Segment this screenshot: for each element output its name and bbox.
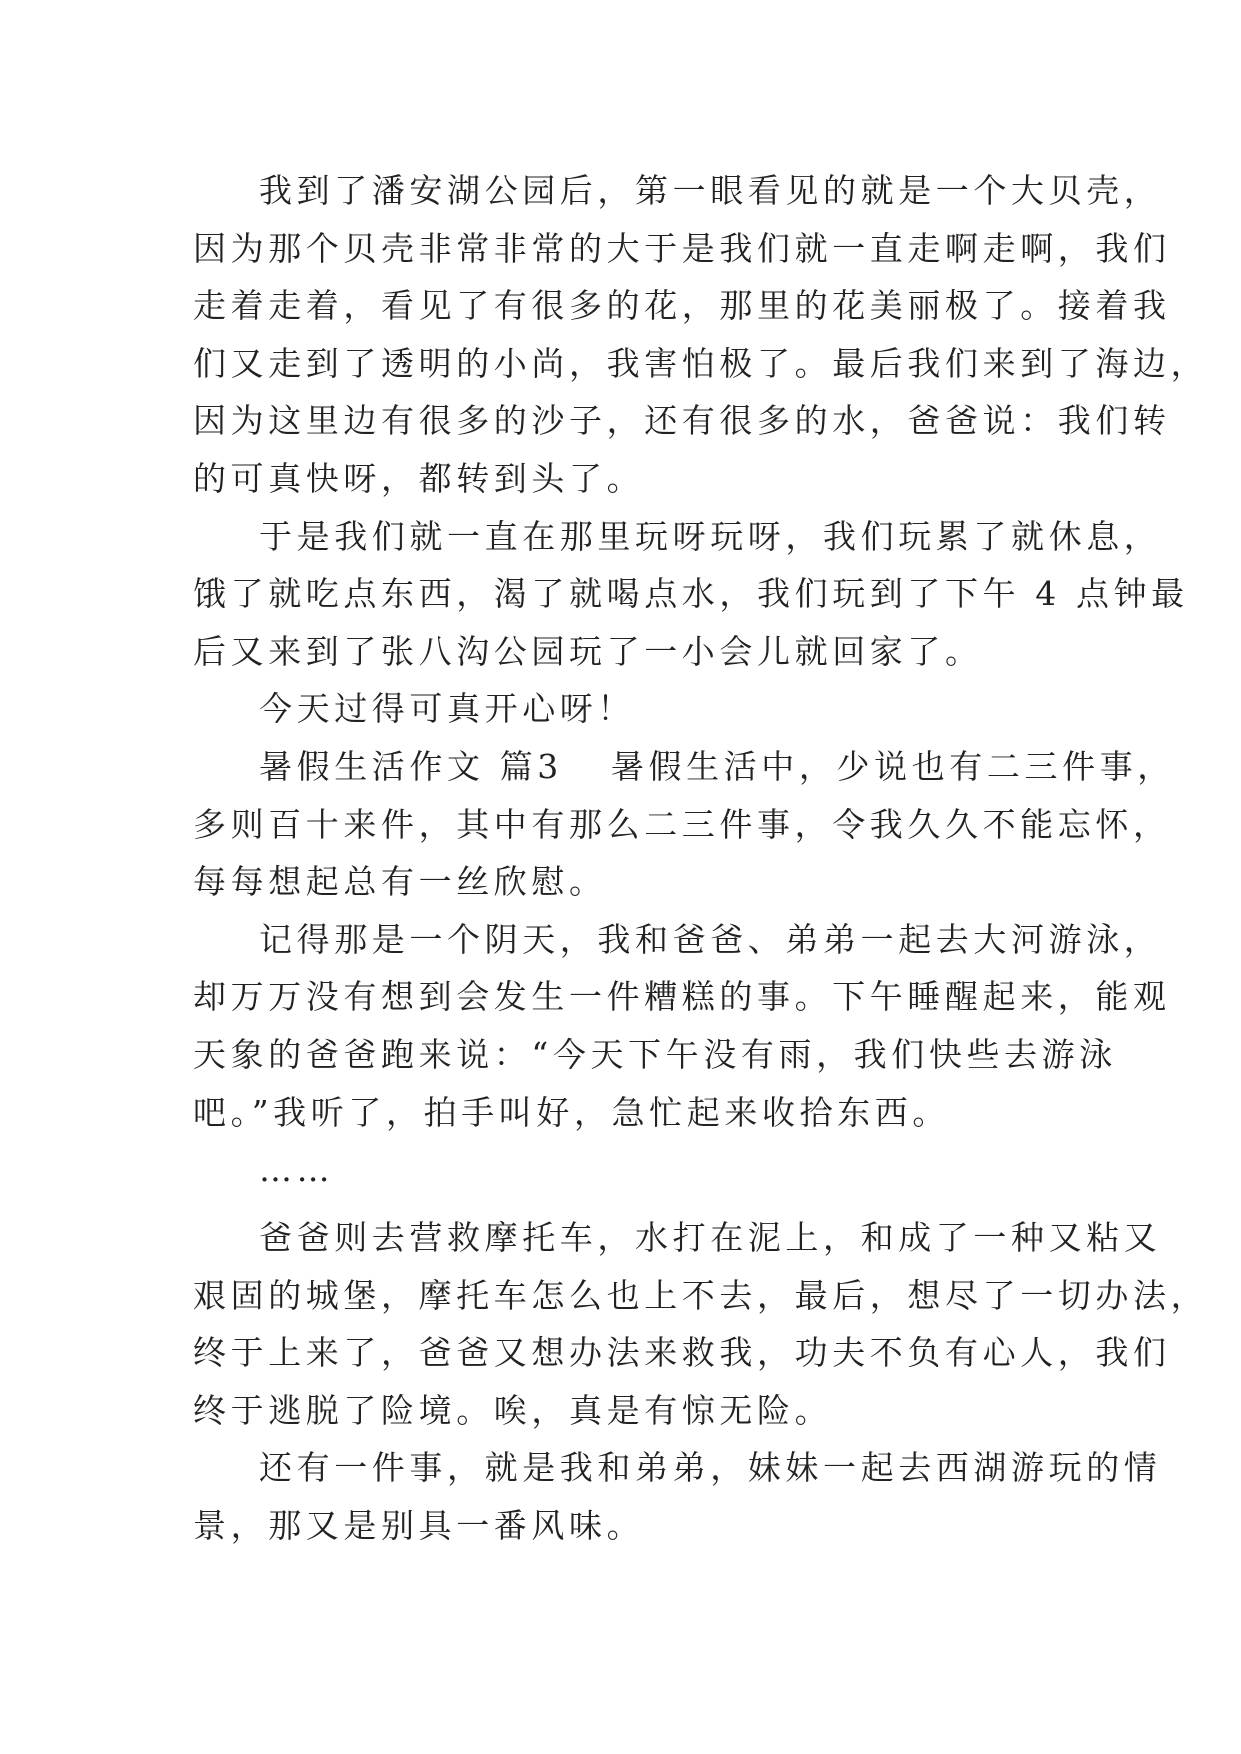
paragraph-line: 走着走着，看见了有很多的花，那里的花美丽极了。接着我 [193, 286, 1171, 326]
paragraph-line: 还有一件事，就是我和弟弟，妹妹一起去西湖游玩的情 [259, 1448, 1162, 1488]
paragraph-line: 们又走到了透明的小尚，我害怕极了。最后我们来到了海边， [193, 343, 1209, 383]
paragraph-line: 于是我们就一直在那里玩呀玩呀，我们玩累了就休息， [259, 516, 1162, 556]
paragraph-line: 却万万没有想到会发生一件糟糕的事。下午睡醒起来，能观 [193, 977, 1171, 1017]
paragraph-line: 饿了就吃点东西，渴了就喝点水，我们玩到了下午 4 点钟最 [193, 574, 1189, 614]
paragraph-line: 吧。”我听了，拍手叫好，急忙起来收拾东西。 [193, 1092, 950, 1132]
paragraph-line: 今天过得可真开心呀！ [259, 689, 635, 729]
paragraph-line: 终于逃脱了险境。唉，真是有惊无险。 [193, 1390, 833, 1430]
paragraph-line: 景，那又是别具一番风味。 [193, 1506, 645, 1546]
paragraph-line: 记得那是一个阴天，我和爸爸、弟弟一起去大河游泳， [259, 919, 1162, 959]
ellipsis-line: …… [259, 1150, 335, 1190]
section-heading: 暑假生活作文 篇3 [259, 746, 563, 786]
paragraph-line: 终于上来了，爸爸又想办法来救我，功夫不负有心人，我们 [193, 1333, 1171, 1373]
paragraph-line: 后又来到了张八沟公园玩了一小会儿就回家了。 [193, 631, 983, 671]
paragraph-line: 因为这里边有很多的沙子，还有很多的水，爸爸说：我们转 [193, 401, 1171, 441]
paragraph-line: 因为那个贝壳非常非常的大于是我们就一直走啊走啊，我们 [193, 228, 1171, 268]
paragraph-line: 多则百十来件，其中有那么二三件事，令我久久不能忘怀， [193, 804, 1171, 844]
paragraph-line: 每每想起总有一丝欣慰。 [193, 862, 607, 902]
paragraph-line: 暑假生活中，少说也有二三件事， [610, 746, 1175, 786]
paragraph-line: 艰固的城堡，摩托车怎么也上不去，最后，想尽了一切办法， [193, 1275, 1209, 1315]
paragraph-line: 爸爸则去营救摩托车，水打在泥上，和成了一种又粘又 [259, 1218, 1162, 1258]
section-heading-line [193, 738, 1175, 796]
article-body [193, 162, 1209, 1555]
paragraph-line: 天象的爸爸跑来说：“今天下午没有雨，我们快些去游泳 [193, 1034, 1117, 1074]
paragraph-line: 我到了潘安湖公园后，第一眼看见的就是一个大贝壳， [259, 171, 1162, 210]
paragraph-line: 的可真快呀，都转到头了。 [193, 458, 645, 498]
